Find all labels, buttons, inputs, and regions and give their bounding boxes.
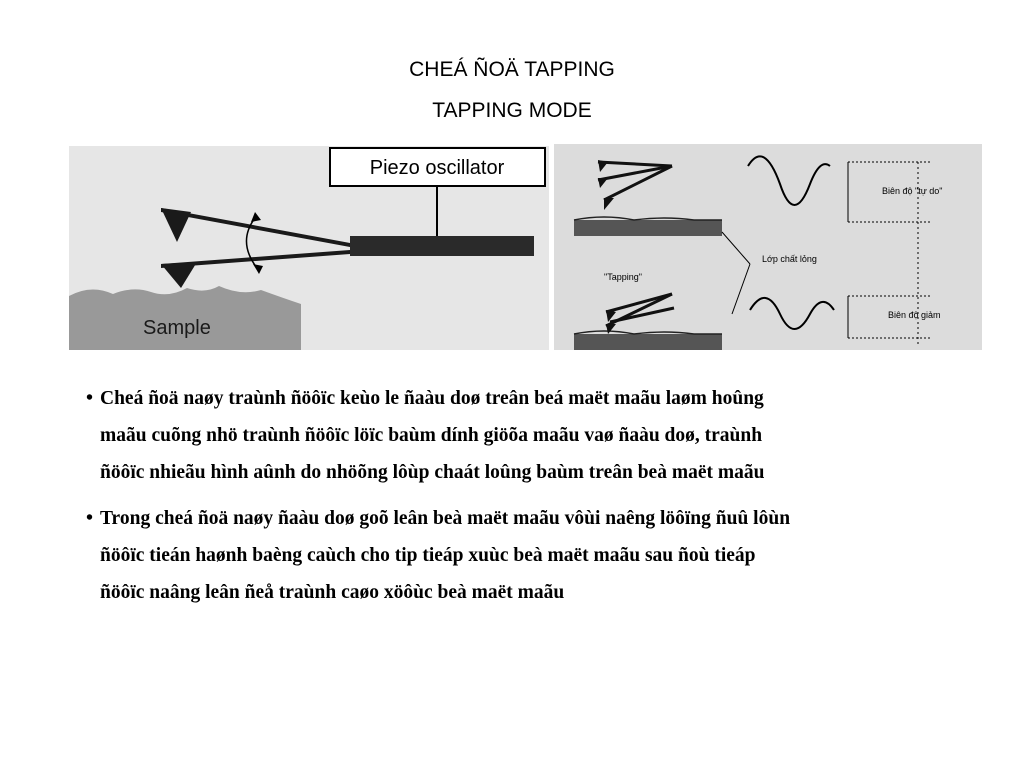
amplitude-illustration [554, 144, 982, 350]
bullet-item [88, 500, 968, 611]
arrow-head-up [251, 212, 261, 222]
piezo-label: Piezo oscillator [369, 157, 505, 179]
free-amplitude-label: Biên độ "tự do" [882, 186, 943, 196]
bullet-item [88, 380, 968, 491]
bullet-symbol: • [86, 387, 94, 409]
slide-subtitle: TAPPING MODE [432, 99, 592, 122]
amplitude-diagram [554, 144, 982, 350]
tapping-label: "Tapping" [604, 272, 642, 282]
liquid-layer-label: Lớp chất lỏng [762, 254, 817, 264]
cantilever-holder [350, 236, 534, 256]
cantilever-illustration [69, 146, 549, 350]
reduced-amplitude-label: Biên độ giảm [888, 310, 941, 320]
substrate-upper [574, 220, 722, 236]
bullet-line: Trong cheá ñoä naøy ñaàu doø goõ leân beà maët maãu vôùi naêng löôïng ñuû lôùn [100, 508, 791, 529]
bullet-line: ñöôïc naâng leân ñeå traùnh caøo xöôùc beà maët maãu [100, 582, 565, 603]
tapping-mode-diagram [69, 146, 549, 350]
bullet-line: maãu cuõng nhö traùnh ñöôïc löïc baùm dính giöõa maãu vaø ñaàu doø, traùnh [100, 425, 763, 446]
tip-lower [161, 262, 197, 288]
wave-free [748, 156, 830, 205]
slide-title: CHEÁ ÑOÄ TAPPING [409, 58, 615, 81]
bullet-line: Cheá ñoä naøy traùnh ñöôïc keùo le ñaàu doø treân beá maët maãu laøm hoûng [100, 388, 764, 409]
tip-upper [161, 208, 191, 242]
bullet-line: ñöôïc tieán haønh baèng caùch cho tip tieáp xuùc beà maët maãu sau ñoù tieáp [100, 545, 756, 566]
bullet-list [88, 380, 968, 620]
substrate-lower [574, 334, 722, 350]
wave-reduced [750, 298, 834, 329]
sample-label: Sample [143, 317, 211, 339]
bullet-line: ñöôïc nhieãu hình aûnh do nhöõng lôùp chaát loûng baùm treân beà maët maãu [100, 462, 765, 483]
bullet-symbol: • [86, 507, 94, 529]
arrow-head-down [253, 264, 263, 274]
